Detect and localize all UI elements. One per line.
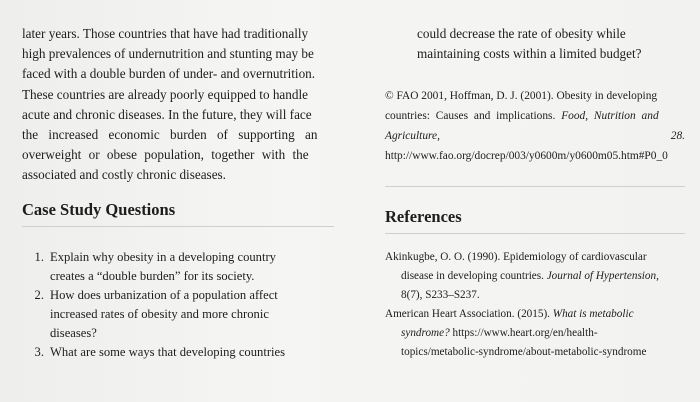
- source-line: [385, 106, 685, 126]
- question-text: What are some ways that developing countries: [50, 344, 286, 359]
- body-paragraph: [22, 24, 334, 186]
- reference-entry: [385, 248, 685, 305]
- question-number: 3.: [34, 344, 44, 359]
- paragraph-line: later years. Those countries that have had traditionally: [22, 26, 309, 41]
- paragraph-line: faced with a double burden of under- and overnutrition.: [22, 66, 316, 82]
- source-journal: Food, Nutrition and: [561, 110, 659, 123]
- question-number: 2.: [34, 287, 44, 302]
- references-title: References: [385, 207, 462, 227]
- source-note: [385, 86, 685, 166]
- question-number: 1.: [34, 249, 44, 264]
- question-text: How does urbanization of a population affect: [50, 287, 278, 302]
- source-url: http://www.fao.org/docrep/003/y0600m/y0600m05.htm#P0_0: [385, 150, 668, 163]
- question-text: creates a “double burden” for its society.: [50, 268, 255, 283]
- question-text: maintaining costs within a limited budget?: [417, 46, 642, 62]
- source-journal: Agriculture,: [385, 130, 440, 143]
- case-study-title: Case Study Questions: [22, 199, 176, 219]
- list-item: [22, 248, 334, 286]
- paragraph-line: acute and chronic diseases. In the future, they will face: [22, 106, 312, 122]
- list-item: [22, 286, 334, 343]
- question-text: Explain why obesity in a developing country: [50, 249, 276, 264]
- reference-line: 8(7), S233–S237.: [401, 289, 480, 302]
- section-divider: [22, 226, 334, 227]
- case-study-section: [22, 200, 334, 362]
- source-text: countries: Causes and implications.: [385, 110, 562, 123]
- reference-list: [385, 248, 685, 362]
- paragraph-line: These countries are already poorly equipped to handle: [22, 86, 308, 102]
- paragraph-line: overweight or obese population, together with the: [22, 147, 309, 163]
- question-list: [22, 248, 334, 362]
- references-section: [385, 207, 685, 362]
- reference-line: topics/metabolic-syndrome/about-metabolic-syndrome: [401, 346, 647, 359]
- reference-line: disease in developing countries. Journal of Hypertension,: [401, 270, 659, 283]
- right-column: [385, 24, 685, 362]
- question-text: diseases?: [50, 325, 97, 340]
- question-text: increased rates of obesity and more chronic: [50, 306, 269, 321]
- source-line: [385, 126, 685, 146]
- source-line: © FAO 2001, Hoffman, D. J. (2001). Obesity in developing: [385, 90, 658, 103]
- paragraph-line: the increased economic burden of supporting an: [22, 127, 318, 143]
- question-continuation: [417, 24, 685, 64]
- paragraph-line: associated and costly chronic diseases.: [22, 167, 226, 183]
- list-item: [22, 343, 334, 362]
- left-column: [22, 24, 334, 362]
- section-divider: [385, 186, 685, 187]
- reference-line: American Heart Association. (2015). What is metabolic: [385, 308, 634, 321]
- reference-line: Akinkugbe, O. O. (1990). Epidemiology of cardiovascular: [385, 251, 647, 264]
- section-divider: [385, 233, 685, 234]
- question-text: could decrease the rate of obesity while: [417, 26, 626, 41]
- reference-entry: [385, 305, 685, 362]
- reference-line: syndrome? https://www.heart.org/en/health-: [401, 327, 598, 340]
- paragraph-line: high prevalences of undernutrition and stunting may be: [22, 46, 314, 62]
- source-volume: 28.: [670, 130, 685, 143]
